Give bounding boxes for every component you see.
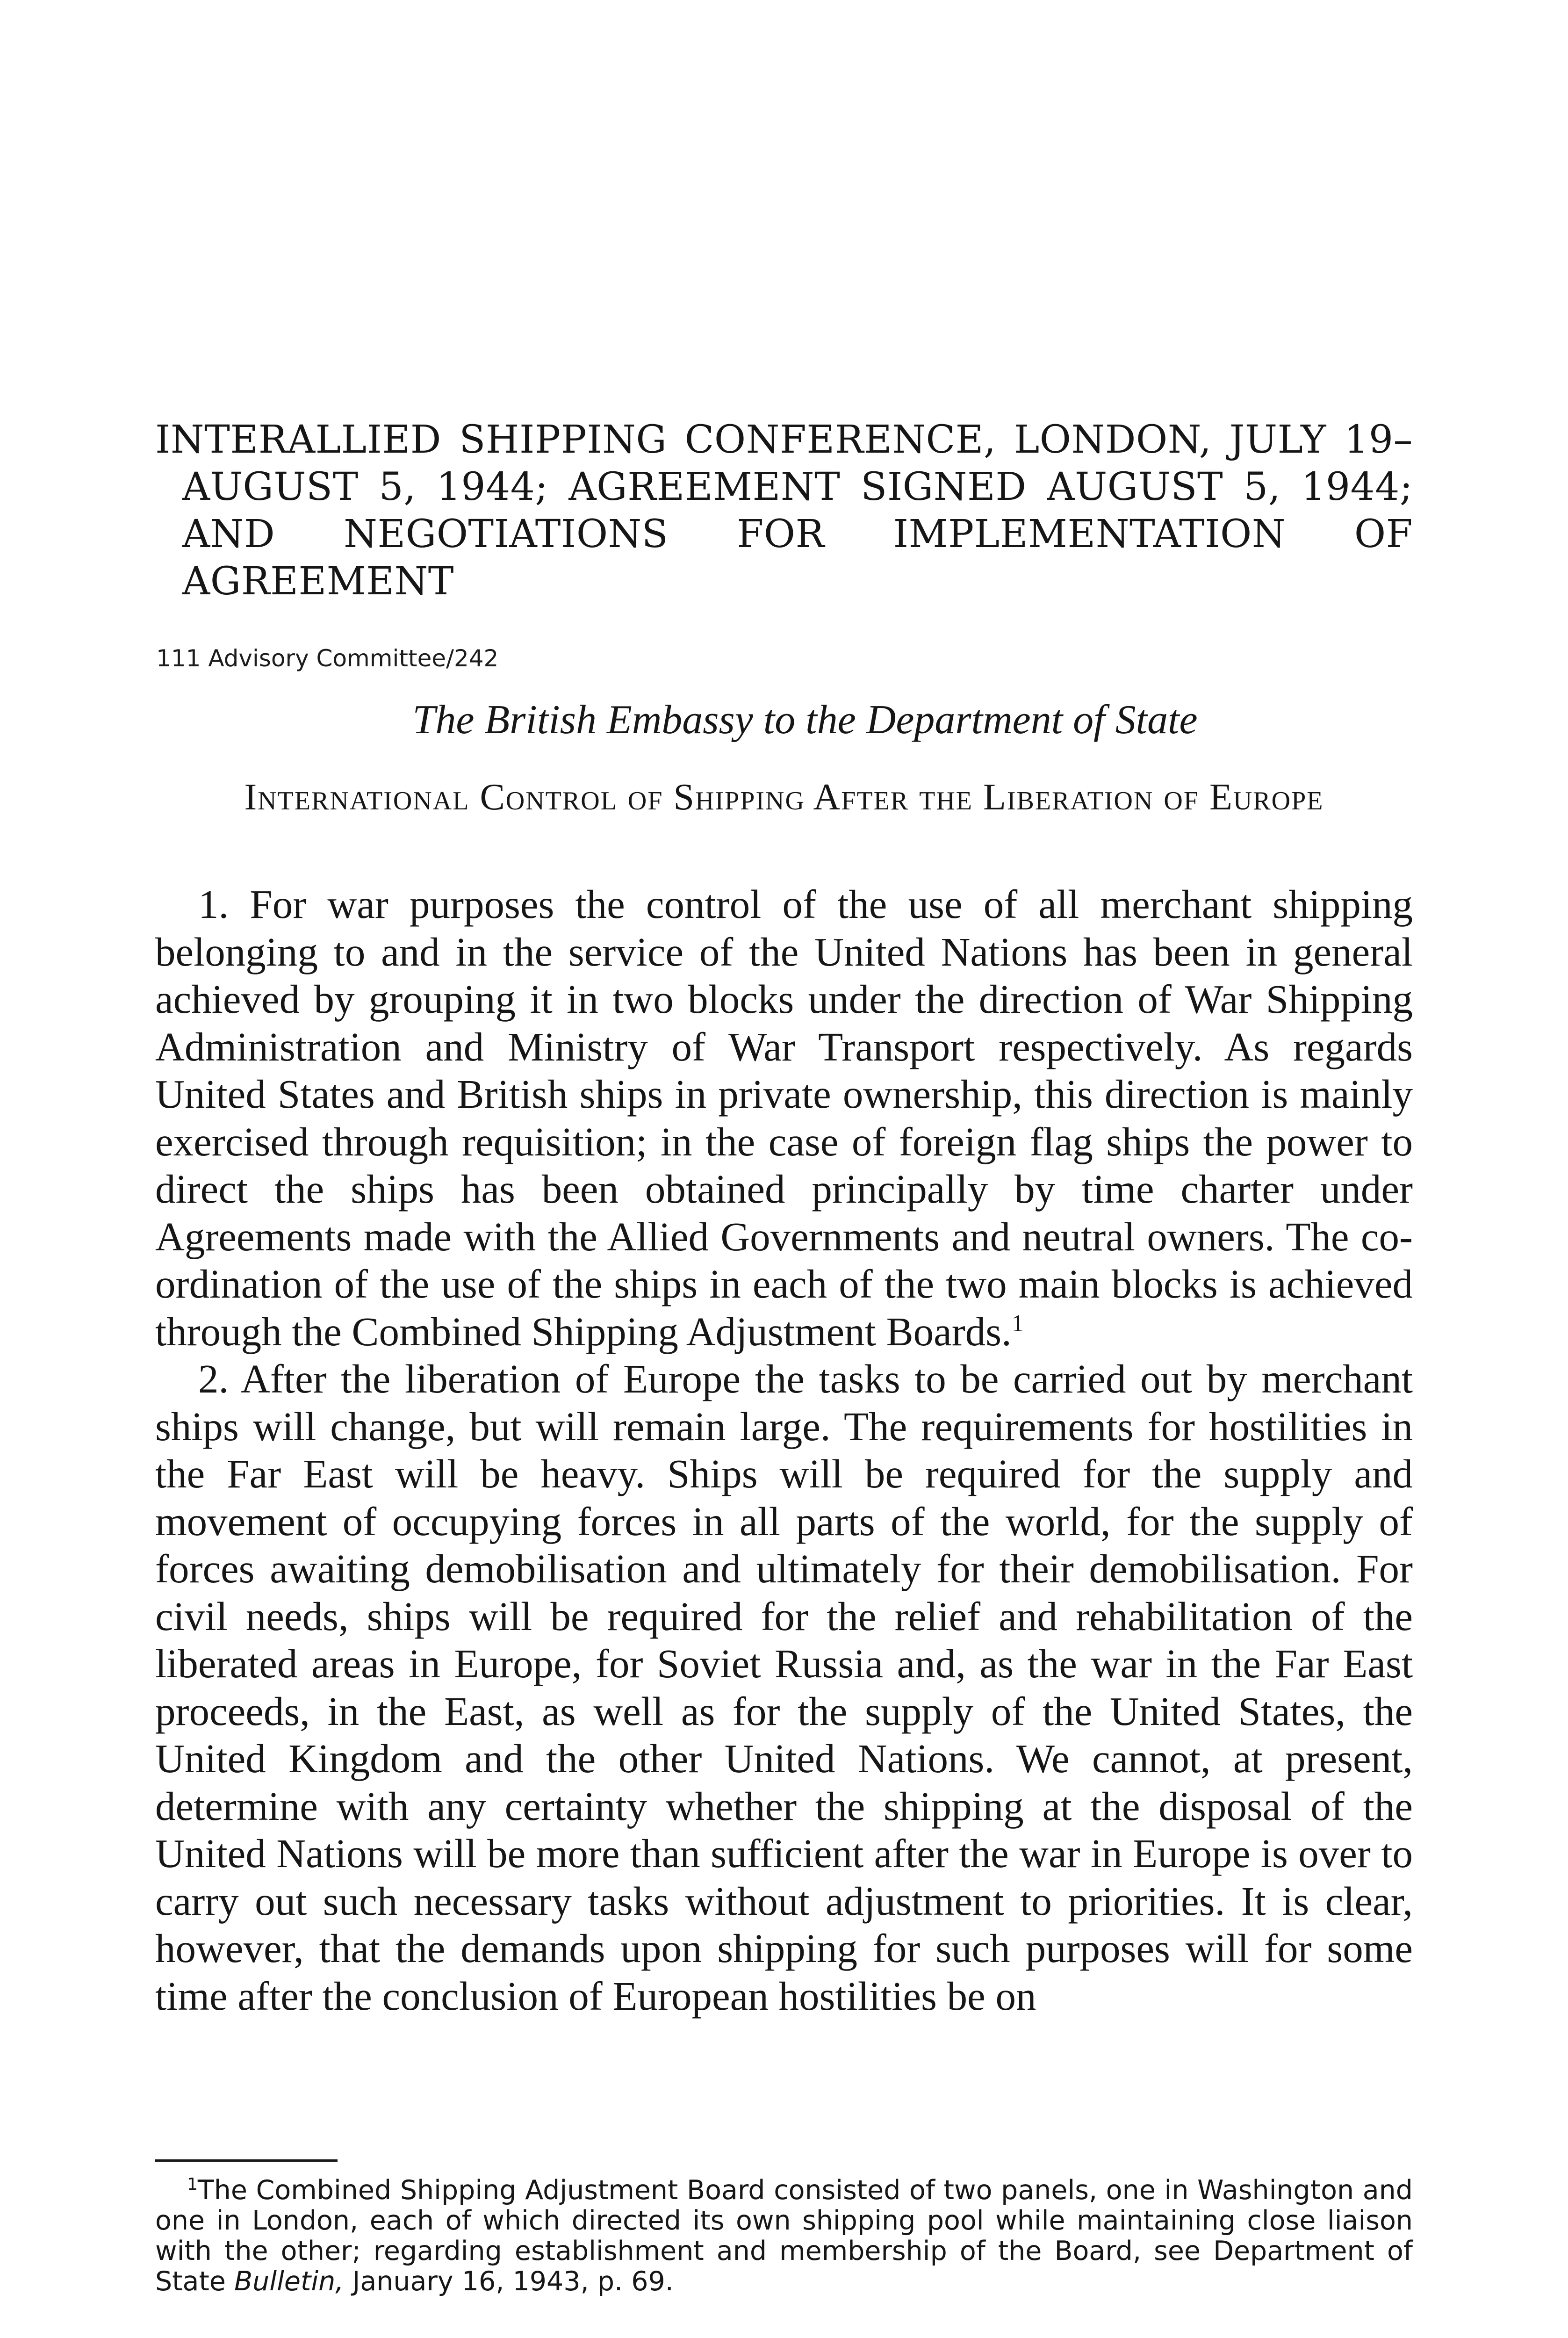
footnote-divider [155, 2159, 338, 2162]
document-heading: The British Embassy to the Department of State [412, 697, 1198, 743]
footnote-text: The Combined Shipping Adjustment Board consisted of two panels, one in Washington and one in London, each of which directed its own shipping pool while maintaining close liaison with the other; regarding establishment and membership of the Board, see Department of State [155, 2175, 1413, 2297]
paragraph-1-text: 1. For war purposes the control of the use of all merchant shipping belonging to and in the service of the United Nations has been in general achieved by grouping it in two blocks under the direction of War Shipping Administration and Ministry of War Transport respectively. As regards United States and British ships in private ownership, this direction is mainly exercised through requisition; in the case of foreign flag ships the power to direct the ships has been obtained principally by time charter under Agreements made with the Allied Governments and neutral owners. The co-ordination of the use of the ships in each of the two main blocks is achieved through the Combined Shipping Adjustment Boards. [155, 881, 1413, 1354]
footnote-citation: January 16, 1943, p. 69. [352, 2266, 674, 2297]
footnote-reference: 1 [1011, 1310, 1024, 1337]
body-text [155, 880, 1413, 2020]
paragraph-1 [155, 880, 1413, 1355]
footnote [155, 2175, 1413, 2297]
footnote-publication: Bulletin, [234, 2266, 344, 2297]
paragraph-2: 2. After the liberation of Europe the tasks to be carried out by merchant ships will change, but will remain large. The requirements for hostilities in the Far East will be heavy. Ships will be required for the supply and movement of occupying forces in all parts of the world, for the supply of forces awaiting demobilisation and ultimately for their demobilisation. For civil needs, ships will be required for the relief and rehabilitation of the liberated areas in Europe, for Soviet Russia and, as the war in the Far East proceeds, in the East, as well as for the supply of the United States, the United Kingdom and the other United Nations. We cannot, at present, determine with any certainty whether the shipping at the disposal of the United Nations will be more than sufficient after the war in Europe is over to carry out such necessary tasks without adjustment to priorities. It is clear, however, that the demands upon shipping for such purposes will for some time after the conclusion of European hostilities be on [155, 1356, 1413, 2019]
footnote-marker: 1 [187, 2175, 198, 2194]
document-id: 111 Advisory Committee/242 [156, 645, 499, 672]
subject-heading: International Control of Shipping After the Liberation of Europe [244, 777, 1324, 818]
page-title: INTERALLIED SHIPPING CONFERENCE, LONDON, JULY 19–AUGUST 5, 1944; AGREEMENT SIGNED AUGUST 5, 1944; AND NEGOTIATIONS FOR IMPLEMENTATION OF AGREEMENT [155, 418, 1413, 604]
